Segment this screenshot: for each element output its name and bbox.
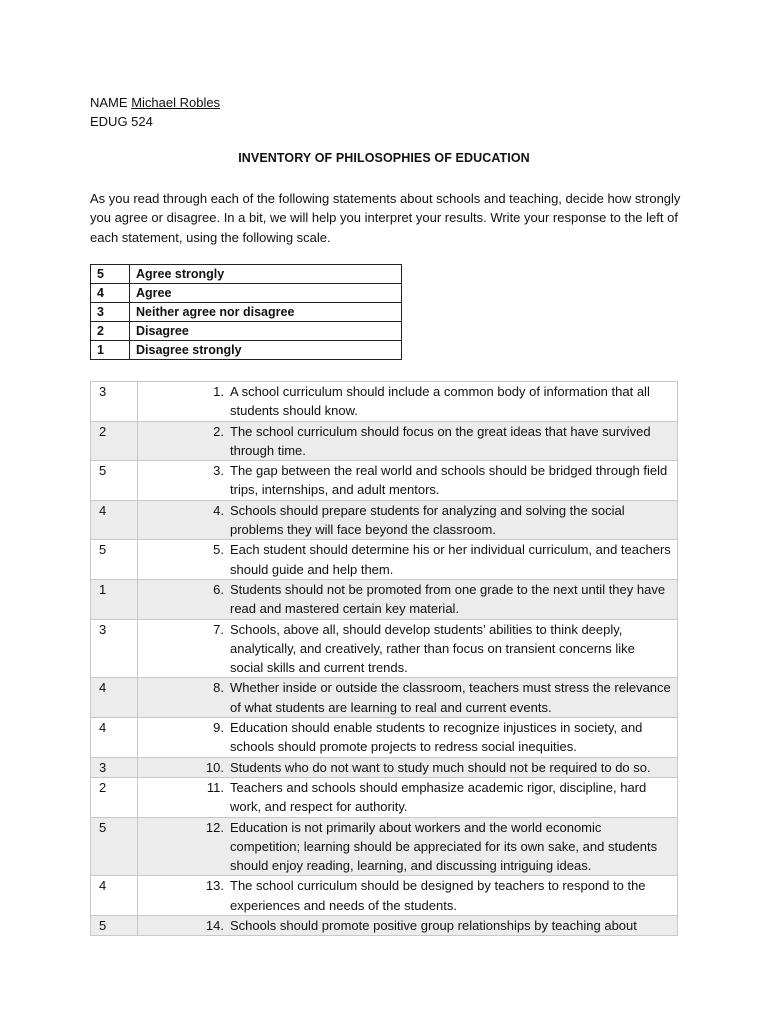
- statement-text: Education should enable students to recognize injustices in society, and schools should promote projects to redress social inequities.: [230, 720, 643, 755]
- response-value: 4: [91, 718, 138, 758]
- statement-text: Schools should prepare students for analyzing and solving the social problems they will face beyond the classroom.: [230, 502, 625, 538]
- statement-text: Each student should determine his or her individual curriculum, and teachers should guide and help them.: [230, 542, 671, 577]
- scale-value: 5: [91, 265, 130, 284]
- statement-cell: [138, 916, 678, 936]
- statement-text: Students who do not want to study much should not be required to do so.: [230, 759, 651, 775]
- statement-number: 8.: [213, 680, 224, 696]
- statement-row: [91, 421, 678, 461]
- statement-text: Whether inside or outside the classroom, teachers must stress the relevance of what students are learning to real and current events.: [230, 680, 671, 715]
- statement-number: 2.: [213, 423, 224, 439]
- statement-cell: [138, 382, 678, 422]
- response-value: 2: [91, 421, 138, 461]
- scale-value: 3: [91, 303, 130, 322]
- statement-cell: [138, 619, 678, 678]
- scale-label: Disagree: [130, 322, 402, 341]
- statement-cell: [138, 579, 678, 619]
- statement-number: 5.: [213, 542, 224, 558]
- statement-number: 11.: [206, 779, 224, 795]
- scale-label: Neither agree nor disagree: [130, 303, 402, 322]
- scale-row: [91, 284, 402, 303]
- response-value: 4: [91, 678, 138, 718]
- statement-cell: [138, 461, 678, 501]
- statement-text: Teachers and schools should emphasize academic rigor, discipline, hard work, and respect for authority.: [230, 779, 647, 815]
- statement-number: 7.: [213, 621, 224, 637]
- response-value: 2: [91, 777, 138, 817]
- statement-number: 9.: [213, 720, 224, 736]
- statement-row: [91, 461, 678, 501]
- response-value: 3: [91, 757, 138, 777]
- scale-label: Disagree strongly: [130, 341, 402, 360]
- statement-number: 6.: [213, 581, 224, 597]
- name-line: [90, 94, 220, 112]
- statement-row: [91, 579, 678, 619]
- statement-cell: [138, 817, 678, 876]
- statement-cell: [138, 540, 678, 580]
- statement-number: 1.: [213, 384, 224, 399]
- statement-text: Students should not be promoted from one grade to the next until they have read and mastered certain key material.: [230, 581, 666, 617]
- statement-cell: [138, 876, 678, 916]
- statement-number: 13.: [205, 878, 224, 894]
- response-value: 5: [91, 916, 138, 936]
- name-label: NAME: [90, 95, 128, 110]
- statement-cell: [138, 777, 678, 817]
- scale-value: 4: [91, 284, 130, 303]
- scale-value: 1: [91, 341, 130, 360]
- statement-cell: [138, 678, 678, 718]
- statement-row: [91, 382, 678, 422]
- statement-text: The school curriculum should focus on the great ideas that have survived through time.: [230, 423, 651, 458]
- statement-row: [91, 876, 678, 916]
- scale-row: [91, 303, 402, 322]
- statement-number: 4.: [213, 502, 224, 518]
- statement-row: [91, 718, 678, 758]
- statement-cell: [138, 757, 678, 777]
- statement-cell: [138, 421, 678, 461]
- scale-label: Agree strongly: [130, 265, 402, 284]
- response-value: 3: [91, 382, 138, 422]
- statement-row: [91, 916, 678, 936]
- response-value: 5: [91, 817, 138, 876]
- scale-row: [91, 341, 402, 360]
- statement-text: Education is not primarily about workers and the world economic competition; learning should be appreciated for its own sake, and students should enjoy reading, learning, and discussing intriguing ideas.: [230, 819, 658, 874]
- rating-scale-table: [90, 264, 402, 360]
- response-value: 1: [91, 579, 138, 619]
- statements-table: [90, 381, 678, 936]
- document-title: INVENTORY OF PHILOSOPHIES OF EDUCATION: [238, 151, 530, 165]
- response-value: 4: [91, 500, 138, 540]
- statement-row: [91, 678, 678, 718]
- statement-row: [91, 540, 678, 580]
- scale-value: 2: [91, 322, 130, 341]
- response-value: 4: [91, 876, 138, 916]
- statement-row: [91, 619, 678, 678]
- scale-row: [91, 265, 402, 284]
- statement-number: 10.: [205, 759, 224, 775]
- statement-text: Schools should promote positive group relationships by teaching about: [230, 918, 637, 934]
- response-value: 5: [91, 540, 138, 580]
- statement-cell: [138, 500, 678, 540]
- instructions-paragraph: As you read through each of the following statements about schools and teaching, decide how strongly you agree or disagree. In a bit, we will help you interpret your results. Write your response to the left of each statement, using the following scale.: [90, 191, 681, 245]
- statement-row: [91, 500, 678, 540]
- statement-number: 12.: [205, 819, 224, 835]
- student-name: Michael Robles: [131, 95, 221, 110]
- statement-row: [91, 817, 678, 876]
- statement-cell: [138, 718, 678, 758]
- course-code: EDUG 524: [90, 114, 153, 129]
- scale-row: [91, 322, 402, 341]
- statement-row: [91, 777, 678, 817]
- statement-row: [91, 757, 678, 777]
- statement-text: The school curriculum should be designed by teachers to respond to the experiences and needs of the students.: [230, 878, 646, 913]
- statement-text: The gap between the real world and schools should be bridged through field trips, internships, and adult mentors.: [230, 463, 668, 498]
- response-value: 5: [91, 461, 138, 501]
- statement-text: A school curriculum should include a common body of information that all students should know.: [230, 384, 650, 419]
- scale-label: Agree: [130, 284, 402, 303]
- statement-number: 3.: [213, 463, 224, 479]
- response-value: 3: [91, 619, 138, 678]
- statement-text: Schools, above all, should develop students’ abilities to think deeply, analytically, and creatively, rather than focus on transient concerns like social skills and current trends.: [230, 621, 635, 676]
- statement-number: 14.: [205, 918, 224, 934]
